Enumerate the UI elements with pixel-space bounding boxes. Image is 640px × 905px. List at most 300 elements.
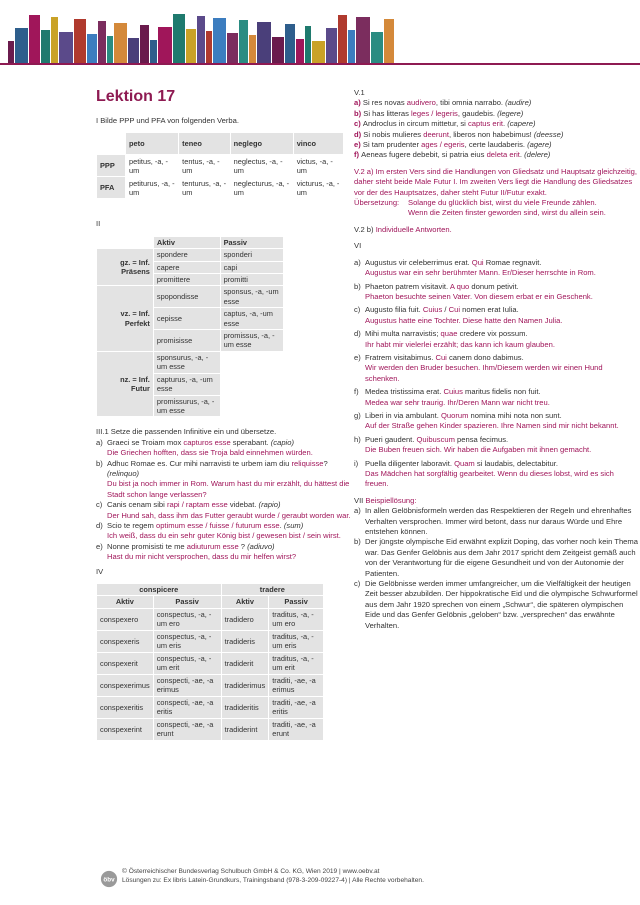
table-cell: victurus, -a, -um bbox=[293, 177, 343, 199]
item-translation: Augustus hatte eine Tochter. Diese hatte den Namen Julia. bbox=[365, 315, 563, 325]
table-row bbox=[97, 177, 344, 199]
sentence-answer: deerunt bbox=[423, 129, 449, 139]
section-iii-heading: III.1 Setze die passenden Infinitive ein und übersetze. bbox=[96, 427, 277, 437]
relative-pronoun: Cui bbox=[448, 305, 461, 315]
table-header-row bbox=[97, 596, 324, 608]
item-translation: Die Buben freuen sich. Wir haben die Aufgaben mit ihnen gemacht. bbox=[365, 445, 592, 455]
column-header: Aktiv bbox=[221, 596, 269, 608]
item-letter: d) bbox=[354, 129, 364, 139]
sentence-answer: audivero bbox=[406, 98, 436, 108]
book-spine bbox=[249, 35, 256, 63]
table-cell: cepisse bbox=[153, 308, 220, 330]
list-item bbox=[354, 411, 639, 432]
book-spine bbox=[74, 19, 86, 63]
item-body bbox=[107, 542, 351, 563]
column-header: Passiv bbox=[153, 596, 221, 608]
item-letter: b) bbox=[354, 281, 361, 291]
verb-hint: (agere) bbox=[527, 140, 552, 150]
book-spine bbox=[206, 31, 212, 63]
list-item bbox=[354, 506, 639, 537]
table-cell: tentus, -a, -um bbox=[179, 155, 231, 177]
item-letter: a) bbox=[354, 98, 363, 108]
table-cell: victus, -a, -um bbox=[293, 155, 343, 177]
item-body bbox=[365, 258, 639, 279]
sentence-text: Aeneas fugere debebit, si patria eius bbox=[361, 150, 487, 160]
item-letter: f) bbox=[354, 387, 359, 397]
table-cell: tradiderimus bbox=[221, 674, 269, 696]
item-translation: Medea war sehr traurig. Ihr/Deren Mann war nicht treu. bbox=[365, 397, 550, 407]
sentence-text: Phaeton patrem visitavit. bbox=[365, 281, 450, 291]
table-cell: promittere bbox=[153, 274, 220, 286]
item-letter: d) bbox=[354, 329, 361, 339]
translation-line-1: Solange du glücklich bist, wirst du viele Freunde zählen. bbox=[408, 198, 597, 208]
section-v1-list bbox=[354, 98, 639, 160]
book-spine bbox=[59, 32, 73, 63]
table-cell: conspexerint bbox=[97, 718, 154, 740]
sentence-text: ? bbox=[323, 458, 328, 468]
page-title: Lektion 17 bbox=[96, 88, 176, 105]
sentence-text: , gaudebis. bbox=[457, 108, 498, 118]
table-cell: tradidero bbox=[221, 608, 269, 630]
sentence-text: Romae regnavit. bbox=[483, 257, 542, 267]
corner-cell bbox=[97, 133, 126, 155]
item-text: Die Gelöbnisse werden immer umfangreicher, um die Vielfältigkeit der heutigen Zeit besser abzubilden. Der hippokratische Eid und die olympische Schwurformel aus dem Jahr 1920 sprechen von einem „Schwur“, die späteren olympischen Eide und das Genfer Gelöbnis „geloben“ bzw. „versprechen“ das erwähnte Verhalten. bbox=[365, 579, 638, 630]
item-body bbox=[365, 411, 639, 432]
table-cell: petiturus, -a, -um bbox=[126, 177, 179, 199]
verb-hint: (deesse) bbox=[533, 129, 564, 139]
item-letter: e) bbox=[354, 140, 363, 150]
sentence-text: donum petivit. bbox=[469, 281, 519, 291]
item-translation: Ihr habt mir vielerlei erzählt; das kann ich kaum glauben. bbox=[365, 339, 555, 349]
list-item bbox=[354, 435, 639, 456]
item-body bbox=[107, 521, 351, 542]
verb-hint: (capio) bbox=[270, 437, 294, 447]
table-cell: conspexero bbox=[97, 608, 154, 630]
book-spine bbox=[41, 30, 50, 63]
section-v2b-label: V.2 b) bbox=[354, 224, 376, 234]
table-cell: traditi, -ae, -a erunt bbox=[269, 718, 324, 740]
table-cell: traditi, -ae, -a eritis bbox=[269, 696, 324, 718]
item-body bbox=[107, 500, 351, 521]
column-header: Passiv bbox=[220, 236, 283, 248]
table-cell: sponderi bbox=[220, 249, 283, 261]
list-item bbox=[354, 258, 639, 279]
book-spine bbox=[15, 28, 28, 63]
book-spine bbox=[384, 19, 394, 63]
oebv-logo-icon bbox=[100, 870, 118, 888]
translation-block bbox=[354, 198, 639, 219]
table-cell: conspectus, -a, -um eris bbox=[153, 630, 221, 652]
book-spine bbox=[296, 39, 304, 63]
item-translation: Augustus war ein sehr berühmter Mann. Er/Dieser herrschte in Rom. bbox=[365, 268, 596, 278]
list-item bbox=[354, 282, 639, 303]
list-item bbox=[354, 329, 639, 350]
item-sentence bbox=[365, 387, 639, 397]
corner-cell bbox=[97, 236, 154, 248]
footer-copyright: © Österreichischer Bundesverlag Schulbuch GmbH & Co. KG, Wien 2019 | www.oebv.at bbox=[122, 868, 380, 875]
section-vii-sample: Beispiellösung: bbox=[365, 495, 417, 505]
section-v2b bbox=[354, 225, 639, 235]
table-cell: tenturus, -a, -um bbox=[179, 177, 231, 199]
sentence-text: Scio te regem bbox=[107, 520, 156, 530]
verb-hint: (capere) bbox=[507, 119, 536, 129]
table-cell bbox=[220, 373, 283, 395]
table-header-row bbox=[97, 133, 344, 155]
item-translation: Das Mädchen hat sorgfältig gearbeitet. Wenn du dieses lobst, wird es sich freuen. bbox=[365, 469, 614, 489]
verb-hint: (delere) bbox=[524, 150, 551, 160]
sentence-text: credere vix possum. bbox=[457, 329, 528, 339]
book-spine bbox=[257, 22, 271, 63]
book-spine bbox=[114, 23, 127, 63]
sentence-text: pensa fecimus. bbox=[454, 434, 509, 444]
table-cell: sponsus, -a, -um esse bbox=[220, 286, 283, 308]
column-header: teneo bbox=[179, 133, 231, 155]
sentence-answer: leges / legeris bbox=[410, 108, 458, 118]
item-letter: h) bbox=[354, 434, 361, 444]
verb-hint: (audire) bbox=[505, 98, 532, 108]
book-spine bbox=[227, 33, 238, 63]
book-spine bbox=[326, 28, 337, 63]
table-cell: promissurus, -a, -um esse bbox=[153, 395, 220, 417]
item-letter: a) bbox=[354, 506, 361, 516]
sentence-text: Si has litteras bbox=[363, 108, 411, 118]
table-cell: conspecti, -ae, -a erimus bbox=[153, 674, 221, 696]
sentence-text: Puella diligenter laboravit. bbox=[365, 458, 455, 468]
book-spine bbox=[338, 15, 347, 63]
table-cell: promitti bbox=[220, 274, 283, 286]
verb-hint: (adiuvo) bbox=[247, 541, 275, 551]
book-spine bbox=[285, 24, 295, 63]
row-group-header: vz. = Inf. Perfekt bbox=[97, 286, 154, 351]
relative-pronoun: quae bbox=[440, 329, 458, 339]
sentence-text: . bbox=[519, 150, 525, 160]
section-iv-heading: IV bbox=[96, 566, 104, 576]
item-body bbox=[107, 459, 351, 501]
book-spine bbox=[51, 17, 58, 63]
section-v1-heading: V.1 bbox=[354, 88, 365, 97]
item-letter: a) bbox=[96, 437, 103, 447]
column-header: Aktiv bbox=[153, 236, 220, 248]
item-translation: Ich weiß, dass du ein sehr guter König bist / gewesen bist / sein wirst. bbox=[107, 531, 341, 541]
sentence-text: Augustus vir celeberrimus erat. bbox=[365, 257, 472, 267]
book-spine bbox=[213, 18, 226, 63]
table-cell: conspecti, -ae, -a eritis bbox=[153, 696, 221, 718]
item-translation: Auf der Straße gehen Kinder spazieren. Ihre Namen sind mir nicht bekannt. bbox=[365, 421, 619, 431]
sentence-text: . bbox=[279, 520, 284, 530]
sentence-answer: capturos esse bbox=[183, 437, 231, 447]
book-spine bbox=[140, 25, 149, 63]
relative-pronoun: A quo bbox=[449, 281, 470, 291]
relative-pronoun: Cui bbox=[435, 352, 447, 362]
item-translation: Phaeton besuchte seinen Vater. Von diesem erbat er ein Geschenk. bbox=[365, 291, 593, 301]
item-sentence bbox=[365, 329, 639, 339]
book-spine bbox=[107, 36, 113, 63]
table-row bbox=[97, 249, 284, 261]
item-sentence bbox=[365, 305, 639, 315]
list-item bbox=[96, 542, 351, 563]
list-item bbox=[96, 459, 351, 501]
shelf-line bbox=[0, 63, 640, 65]
sentence-text: Medea tristissima erat. bbox=[365, 387, 444, 397]
sentence-text: , certe laudaberis. bbox=[464, 140, 528, 150]
translation-label: Übersetzung: bbox=[354, 198, 400, 208]
table-cell: capi bbox=[220, 261, 283, 273]
table-cell: neglectus, -a, -um bbox=[230, 155, 293, 177]
column-header: vinco bbox=[293, 133, 343, 155]
table-cell: traditus, -a, -um ero bbox=[269, 608, 324, 630]
section-iii-list bbox=[96, 438, 351, 563]
book-spine bbox=[197, 16, 205, 63]
section-i-heading: I Bilde PPP und PFA von folgenden Verba. bbox=[96, 116, 239, 125]
sentence-text: nomina mihi nota non sunt. bbox=[468, 410, 562, 420]
item-body bbox=[365, 282, 639, 303]
item-sentence bbox=[365, 282, 639, 292]
table-cell: tradiderint bbox=[221, 718, 269, 740]
table-cell: promissus, -a, -um esse bbox=[220, 330, 283, 352]
item-translation: Wir werden den Bruder besuchen. Ihm/Diesem werden wir einen Hund schenken. bbox=[365, 363, 603, 383]
book-spine bbox=[87, 34, 97, 63]
item-sentence bbox=[107, 438, 351, 448]
section-vi-list bbox=[354, 258, 639, 490]
section-ii-heading: II bbox=[96, 219, 101, 229]
table-cell: traditus, -a, -um eris bbox=[269, 630, 324, 652]
item-sentence bbox=[365, 411, 639, 421]
sentence-text: nomen erat Iulia. bbox=[460, 305, 519, 315]
sentence-text: Adhuc Romae es. Cur mihi narravisti te urbem iam diu bbox=[107, 458, 292, 468]
row-group-header: gz. = Inf. Präsens bbox=[97, 249, 154, 286]
list-item bbox=[354, 130, 639, 140]
item-text: In allen Gelöbnisformeln werden das Respektieren der Regeln und ehrenhaftes Verhalten versprochen. Immer wird betont, dass nur daraus Würde und Ehre entstehen können. bbox=[365, 506, 632, 537]
relative-pronoun: Quam bbox=[454, 458, 475, 468]
sentence-answer: adiuturum esse bbox=[186, 541, 239, 551]
item-letter: a) bbox=[354, 257, 361, 267]
row-header: PFA bbox=[97, 177, 126, 199]
item-letter: d) bbox=[96, 520, 103, 530]
right-column bbox=[354, 88, 639, 631]
table-row bbox=[97, 652, 324, 674]
sentence-answer: deleta erit bbox=[486, 150, 520, 160]
svg-text:öbv: öbv bbox=[103, 876, 115, 884]
bookshelf-illustration bbox=[0, 0, 640, 70]
list-item bbox=[96, 500, 351, 521]
sentence-answer: reliquisse bbox=[291, 458, 324, 468]
table-cell: promisisse bbox=[153, 330, 220, 352]
book-spine bbox=[158, 27, 172, 63]
row-group-header: nz. = Inf. Futur bbox=[97, 351, 154, 416]
sentence-text: Nonne promisisti te me bbox=[107, 541, 187, 551]
table-row bbox=[97, 608, 324, 630]
book-spine bbox=[128, 38, 139, 63]
table-cell: tradiderit bbox=[221, 652, 269, 674]
book-spine bbox=[29, 15, 40, 63]
table-group-row bbox=[97, 584, 324, 596]
item-body bbox=[365, 329, 639, 350]
table-cell: conspectus, -a, -um ero bbox=[153, 608, 221, 630]
list-item bbox=[354, 579, 639, 631]
table-cell bbox=[220, 395, 283, 417]
relative-pronoun: Qui bbox=[471, 257, 484, 267]
book-spine bbox=[305, 26, 311, 63]
item-sentence bbox=[365, 353, 639, 363]
sentence-text: / bbox=[442, 305, 449, 315]
list-item bbox=[96, 438, 351, 459]
book-spine bbox=[272, 37, 284, 63]
table-header-row bbox=[97, 236, 284, 248]
relative-pronoun: Cuius bbox=[443, 387, 463, 397]
list-item bbox=[354, 140, 639, 150]
ppp-pfa-table bbox=[96, 132, 344, 199]
book-spine bbox=[371, 32, 383, 63]
book-spine bbox=[312, 41, 325, 63]
book-spine bbox=[173, 14, 185, 63]
sentence-text: Fratrem visitabimus. bbox=[365, 352, 436, 362]
table-cell: captus, -a, -um esse bbox=[220, 308, 283, 330]
relative-pronoun: Cuius bbox=[422, 305, 443, 315]
row-header: PPP bbox=[97, 155, 126, 177]
item-letter: b) bbox=[354, 108, 364, 118]
item-translation: Du bist ja noch immer in Rom. Warum hast du mir erzählt, du hättest die Stadt schon lange verlassen? bbox=[107, 479, 350, 499]
left-column bbox=[96, 88, 351, 741]
list-item bbox=[96, 521, 351, 542]
book-spine bbox=[239, 20, 248, 63]
item-body bbox=[365, 459, 639, 490]
book-spine bbox=[348, 30, 355, 63]
item-text: Der jüngste olympische Eid erwähnt explizit Doping, das vorher noch kein Thema war. Das Genfer Gelöbnis aus dem Jahr 2017 spricht dem Zeitgeist gemäß auch von der Verantwortung für die eigene Gesundheit und von der Autonomie der Patienten. bbox=[365, 537, 638, 578]
section-vi-heading: VI bbox=[354, 241, 362, 251]
column-header: peto bbox=[126, 133, 179, 155]
sentence-answer: optimum esse / fuisse / futurum esse bbox=[155, 520, 280, 530]
sentence-text: Si nobis mulieres bbox=[363, 129, 424, 139]
verb-group-header: conspicere bbox=[97, 584, 222, 596]
section-vii-heading bbox=[354, 496, 639, 506]
book-spine bbox=[186, 29, 196, 63]
sentence-answer: rapi / raptam esse bbox=[166, 500, 228, 510]
sentence-text: Canis cenam sibi bbox=[107, 500, 167, 510]
section-vii-list bbox=[354, 506, 639, 631]
sentence-text: si laudabis, delectabitur. bbox=[474, 458, 558, 468]
item-body bbox=[365, 305, 639, 326]
futur-ii-table bbox=[96, 583, 324, 741]
sentence-text: , tibi omnia narrabo. bbox=[435, 98, 506, 108]
column-header: Passiv bbox=[269, 596, 324, 608]
list-item bbox=[354, 109, 639, 119]
sentence-text: Graeci se Troiam mox bbox=[107, 437, 184, 447]
relative-pronoun: Quorum bbox=[440, 410, 469, 420]
sentence-text: Androclus in circum mittetur, si bbox=[362, 119, 468, 129]
table-cell: tradideris bbox=[221, 630, 269, 652]
section-v2b-answer: Individuelle Antworten. bbox=[375, 224, 452, 234]
item-translation: Die Griechen hofften, dass sie Troja bald einnehmen würden. bbox=[107, 448, 313, 458]
table-cell: traditus, -a, -um erit bbox=[269, 652, 324, 674]
item-body bbox=[365, 387, 639, 408]
verb-hint: (sum) bbox=[283, 520, 304, 530]
table-cell: spopondisse bbox=[153, 286, 220, 308]
sentence-text: Si res novas bbox=[362, 98, 407, 108]
book-spine bbox=[8, 41, 14, 63]
verb-hint: (relinquo) bbox=[107, 468, 140, 478]
column-header: neglego bbox=[230, 133, 293, 155]
table-row bbox=[97, 674, 324, 696]
sentence-text: canem dono dabimus. bbox=[446, 352, 524, 362]
sentence-text: , liberos non habebimus! bbox=[448, 129, 534, 139]
table-cell: capturus, -a, -um esse bbox=[153, 373, 220, 395]
sentence-text: sperabant. bbox=[230, 437, 271, 447]
sentence-text: videbat. bbox=[227, 500, 259, 510]
item-letter: c) bbox=[354, 305, 361, 315]
sentence-text: Liberi in via ambulant. bbox=[365, 410, 441, 420]
item-letter: c) bbox=[354, 579, 361, 589]
translation-line-2: Wenn die Zeiten finster geworden sind, wirst du allein sein. bbox=[408, 208, 606, 218]
sentence-text: Mihi multa narravistis; bbox=[365, 329, 441, 339]
book-spine bbox=[150, 40, 157, 63]
table-cell bbox=[220, 351, 283, 373]
section-v2a-text: V.2 a) Im ersten Vers sind die Handlungen von Gliedsatz und Hauptsatz gleichzeitig, daher steht beide Male Futur I. Im zweiten Vers liegt die Handlung des Gliedsatzes vor der des Hauptsatzes, daher steht Futur II/Futur exakt. bbox=[354, 166, 637, 197]
item-letter: c) bbox=[354, 119, 363, 129]
item-sentence bbox=[107, 459, 351, 480]
infinitive-table bbox=[96, 236, 284, 418]
item-sentence bbox=[365, 258, 639, 268]
column-header: Aktiv bbox=[97, 596, 154, 608]
book-spine bbox=[98, 21, 106, 63]
table-cell: conspexeritis bbox=[97, 696, 154, 718]
bookshelf-banner bbox=[0, 0, 640, 70]
item-letter: g) bbox=[354, 410, 361, 420]
item-sentence bbox=[107, 542, 351, 552]
sentence-text: maritus fidelis non fuit. bbox=[462, 387, 541, 397]
item-translation: Der Hund sah, dass ihm das Futter geraubt wurde / geraubt worden war. bbox=[107, 510, 351, 520]
item-body bbox=[365, 353, 639, 384]
relative-pronoun: Quibuscum bbox=[416, 434, 455, 444]
table-cell: petitus, -a, -um bbox=[126, 155, 179, 177]
table-cell: sponsurus, -a, -um esse bbox=[153, 351, 220, 373]
item-sentence bbox=[365, 435, 639, 445]
verb-hint: (rapio) bbox=[258, 500, 281, 510]
list-item bbox=[354, 98, 639, 108]
item-translation: Hast du mir nicht versprochen, dass du mir helfen wirst? bbox=[107, 552, 297, 562]
table-row bbox=[97, 351, 284, 373]
list-item bbox=[354, 353, 639, 384]
footer-source: Lösungen zu: Ex libris Latein-Grundkurs, Trainingsband (978-3-209-09227-4) | Alle Rechte vorbehalten. bbox=[122, 877, 424, 884]
table-row bbox=[97, 286, 284, 308]
footer bbox=[122, 867, 424, 885]
section-vii-label: VII bbox=[354, 495, 366, 505]
table-cell: tradideritis bbox=[221, 696, 269, 718]
sentence-text: . bbox=[503, 119, 508, 129]
item-body bbox=[107, 438, 351, 459]
item-body bbox=[365, 435, 639, 456]
list-item bbox=[354, 459, 639, 490]
item-letter: b) bbox=[354, 537, 361, 547]
sentence-text: Pueri gaudent. bbox=[365, 434, 417, 444]
table-row bbox=[97, 696, 324, 718]
table-row bbox=[97, 155, 344, 177]
table-cell: capere bbox=[153, 261, 220, 273]
verb-group-header: tradere bbox=[221, 584, 323, 596]
item-letter: i) bbox=[354, 458, 359, 468]
list-item bbox=[354, 537, 639, 579]
item-letter: b) bbox=[96, 458, 103, 468]
list-item bbox=[354, 119, 639, 129]
table-cell: neglecturus, -a, -um bbox=[230, 177, 293, 199]
table-cell: traditi, -ae, -a erimus bbox=[269, 674, 324, 696]
sentence-answer: captus erit bbox=[467, 119, 503, 129]
list-item bbox=[354, 150, 639, 160]
table-cell: conspexerit bbox=[97, 652, 154, 674]
table-cell: conspectus, -a, -um erit bbox=[153, 652, 221, 674]
item-sentence bbox=[107, 521, 351, 531]
table-row bbox=[97, 630, 324, 652]
sentence-text: Si tam prudenter bbox=[362, 140, 422, 150]
